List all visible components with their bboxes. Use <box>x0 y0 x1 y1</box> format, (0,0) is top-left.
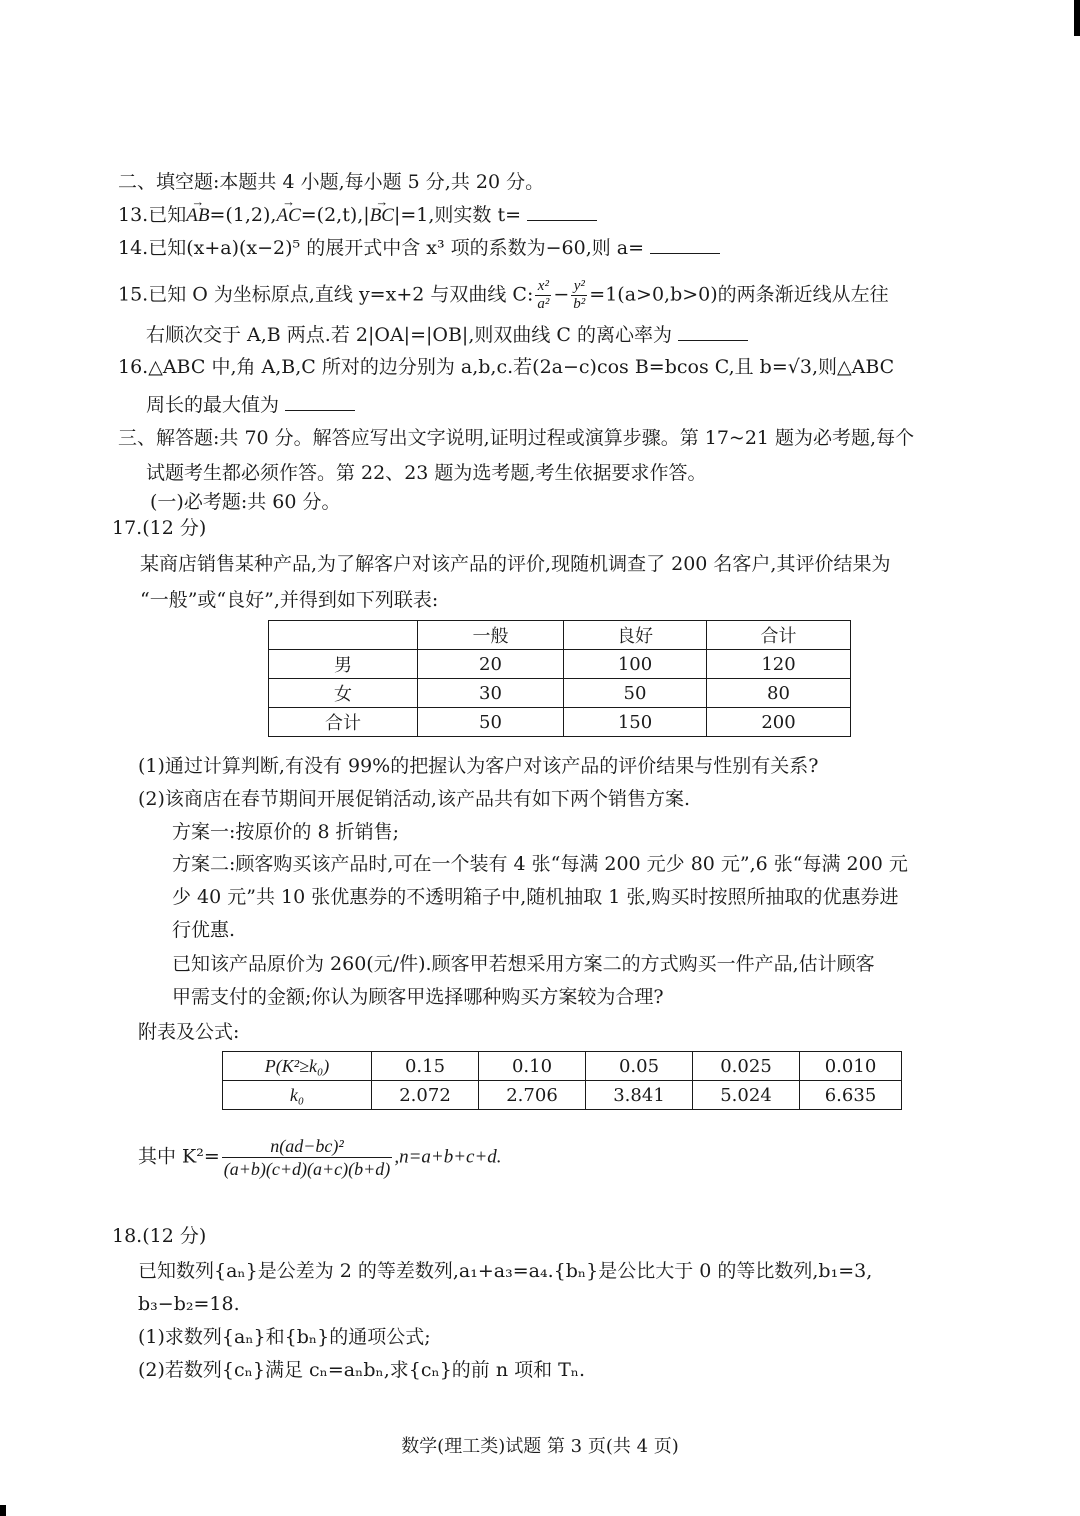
question-15-line2 <box>146 323 748 347</box>
table-cell: 一般 <box>418 621 564 650</box>
formula-fraction <box>222 1135 393 1180</box>
frac-num: y² <box>571 278 587 296</box>
required-subheading: (一)必考题:共 60 分。 <box>150 491 341 513</box>
section-heading-answer-line2: 试题考生都必须作答。第 22、23 题为选考题,考生依据要求作答。 <box>146 462 707 484</box>
frac-den: a² <box>537 296 550 312</box>
table-row <box>269 650 851 679</box>
table-cell: k₀ <box>223 1081 372 1110</box>
k-squared-formula <box>138 1135 502 1180</box>
table-cell: 男 <box>269 650 418 679</box>
question-16-line2 <box>146 393 355 417</box>
table-cell: 2.072 <box>372 1081 479 1110</box>
minus-sign: − <box>553 283 570 306</box>
table-cell: 30 <box>418 679 564 708</box>
q15-text: 右顺次交于 A,B 两点.若 2|OA|=|OB|,则双曲线 C 的离心率为 <box>146 324 672 346</box>
q17-plan1: 方案一:按原价的 8 折销售; <box>172 821 399 843</box>
table-cell: 0.10 <box>479 1052 586 1081</box>
q17-intro-line2: “一般”或“良好”,并得到如下列联表: <box>140 589 439 611</box>
q17-known-line2: 甲需支付的金额;你认为顾客甲选择哪种购买方案较为合理? <box>172 986 664 1008</box>
table-cell: 80 <box>707 679 851 708</box>
table-cell: 200 <box>707 708 851 737</box>
q13-text: =(2,t),| <box>300 204 370 226</box>
vector-ab: → AB <box>186 204 209 228</box>
table-cell: 50 <box>564 679 707 708</box>
table-row <box>223 1081 902 1110</box>
table-cell: 20 <box>418 650 564 679</box>
table-cell: 2.706 <box>479 1081 586 1110</box>
vector-ac: → AC <box>276 204 300 228</box>
frac-den: b² <box>573 296 586 312</box>
formula-denominator: (a+b)(c+d)(a+c)(b+d) <box>223 1159 391 1179</box>
q17-part2: (2)该商店在春节期间开展促销活动,该产品共有如下两个销售方案. <box>138 788 690 810</box>
formula-text: ,n=a+b+c+d. <box>394 1146 502 1168</box>
page-footer: 数学(理工类)试题 第 3 页(共 4 页) <box>401 1436 679 1457</box>
scan-edge-mark <box>0 1505 6 1516</box>
question-17-title: 17.(12 分) <box>112 517 207 539</box>
q15-text: 15.已知 O 为坐标原点,直线 y=x+2 与双曲线 C: <box>118 283 534 306</box>
appendix-label: 附表及公式: <box>138 1021 240 1043</box>
answer-blank <box>527 204 597 221</box>
table-cell: 0.15 <box>372 1052 479 1081</box>
question-15 <box>118 278 889 313</box>
table-row <box>269 708 851 737</box>
fraction-y2-b2 <box>571 278 587 313</box>
q13-text: =(1,2), <box>209 204 277 226</box>
scan-edge-mark <box>1074 0 1080 36</box>
table-cell: 良好 <box>564 621 707 650</box>
table-cell: 120 <box>707 650 851 679</box>
q18-statement-line2: b₃−b₂=18. <box>138 1293 240 1315</box>
section-heading-fill-in: 二、填空题:本题共 4 小题,每小题 5 分,共 20 分。 <box>118 171 545 193</box>
table-cell <box>269 621 418 650</box>
table-cell: 3.841 <box>586 1081 693 1110</box>
question-16: 16.△ABC 中,角 A,B,C 所对的边分别为 a,b,c.若(2a−c)cos B=bcos C,且 b=√3,则△ABC <box>118 356 895 378</box>
table-cell: 150 <box>564 708 707 737</box>
answer-blank <box>650 237 720 254</box>
table-cell: 女 <box>269 679 418 708</box>
q15-text: =1(a>0,b>0)的两条渐近线从左往 <box>589 283 889 306</box>
question-13 <box>118 203 597 228</box>
question-14 <box>118 236 720 260</box>
q13-text: 已知 <box>148 204 187 226</box>
q18-statement: 已知数列{aₙ}是公差为 2 的等差数列,a₁+a₃=a₄.{bₙ}是公比大于 0 的等比数列,b₁=3, <box>138 1260 873 1282</box>
contingency-table <box>268 620 851 737</box>
vector-bc: → BC <box>370 204 394 228</box>
formula-numerator: n(ad−bc)² <box>222 1135 393 1158</box>
formula-text: 其中 K²= <box>138 1145 220 1168</box>
q14-text: 14.已知(x+a)(x−2)⁵ 的展开式中含 x³ 项的系数为−60,则 a= <box>118 237 645 259</box>
table-cell: 50 <box>418 708 564 737</box>
table-header-row <box>269 621 851 650</box>
table-row <box>223 1052 902 1081</box>
q17-part1: (1)通过计算判断,有没有 99%的把握认为客户对该产品的评价结果与性别有关系? <box>138 755 819 777</box>
answer-blank <box>285 394 355 411</box>
table-cell: 0.010 <box>800 1052 902 1081</box>
critical-value-table <box>222 1051 902 1110</box>
section-heading-answer: 三、解答题:共 70 分。解答应写出文字说明,证明过程或演算步骤。第 17~21 题为必考题,每个 <box>118 427 915 449</box>
q17-plan2: 方案二:顾客购买该产品时,可在一个装有 4 张“每满 200 元少 80 元”,6 张“每满 200 元 <box>172 853 908 875</box>
q17-plan2-line3: 行优惠. <box>172 919 236 941</box>
answer-blank <box>678 324 748 341</box>
table-cell: 5.024 <box>693 1081 800 1110</box>
q18-part2: (2)若数列{cₙ}满足 cₙ=aₙbₙ,求{cₙ}的前 n 项和 Tₙ. <box>138 1359 586 1381</box>
table-cell: 合计 <box>707 621 851 650</box>
table-cell: 合计 <box>269 708 418 737</box>
question-18-title: 18.(12 分) <box>112 1225 207 1247</box>
q13-text: |=1,则实数 t= <box>393 204 522 226</box>
q16-text: 周长的最大值为 <box>146 394 280 416</box>
fraction-x2-a2 <box>535 278 551 313</box>
table-cell: 100 <box>564 650 707 679</box>
q18-part1: (1)求数列{aₙ}和{bₙ}的通项公式; <box>138 1326 431 1348</box>
table-row <box>269 679 851 708</box>
q13-number: 13. <box>118 204 149 226</box>
table-cell: 0.05 <box>586 1052 693 1081</box>
q17-intro: 某商店销售某种产品,为了解客户对该产品的评价,现随机调查了 200 名客户,其评价结果为 <box>140 553 891 575</box>
frac-num: x² <box>535 278 551 296</box>
q17-known: 已知该产品原价为 260(元/件).顾客甲若想采用方案二的方式购买一件产品,估计顾客 <box>172 953 875 975</box>
table-cell: P(K²≥k₀) <box>223 1052 372 1081</box>
table-cell: 6.635 <box>800 1081 902 1110</box>
q17-plan2-line2: 少 40 元”共 10 张优惠券的不透明箱子中,随机抽取 1 张,购买时按照所抽取的优惠券进 <box>172 886 899 908</box>
table-cell: 0.025 <box>693 1052 800 1081</box>
